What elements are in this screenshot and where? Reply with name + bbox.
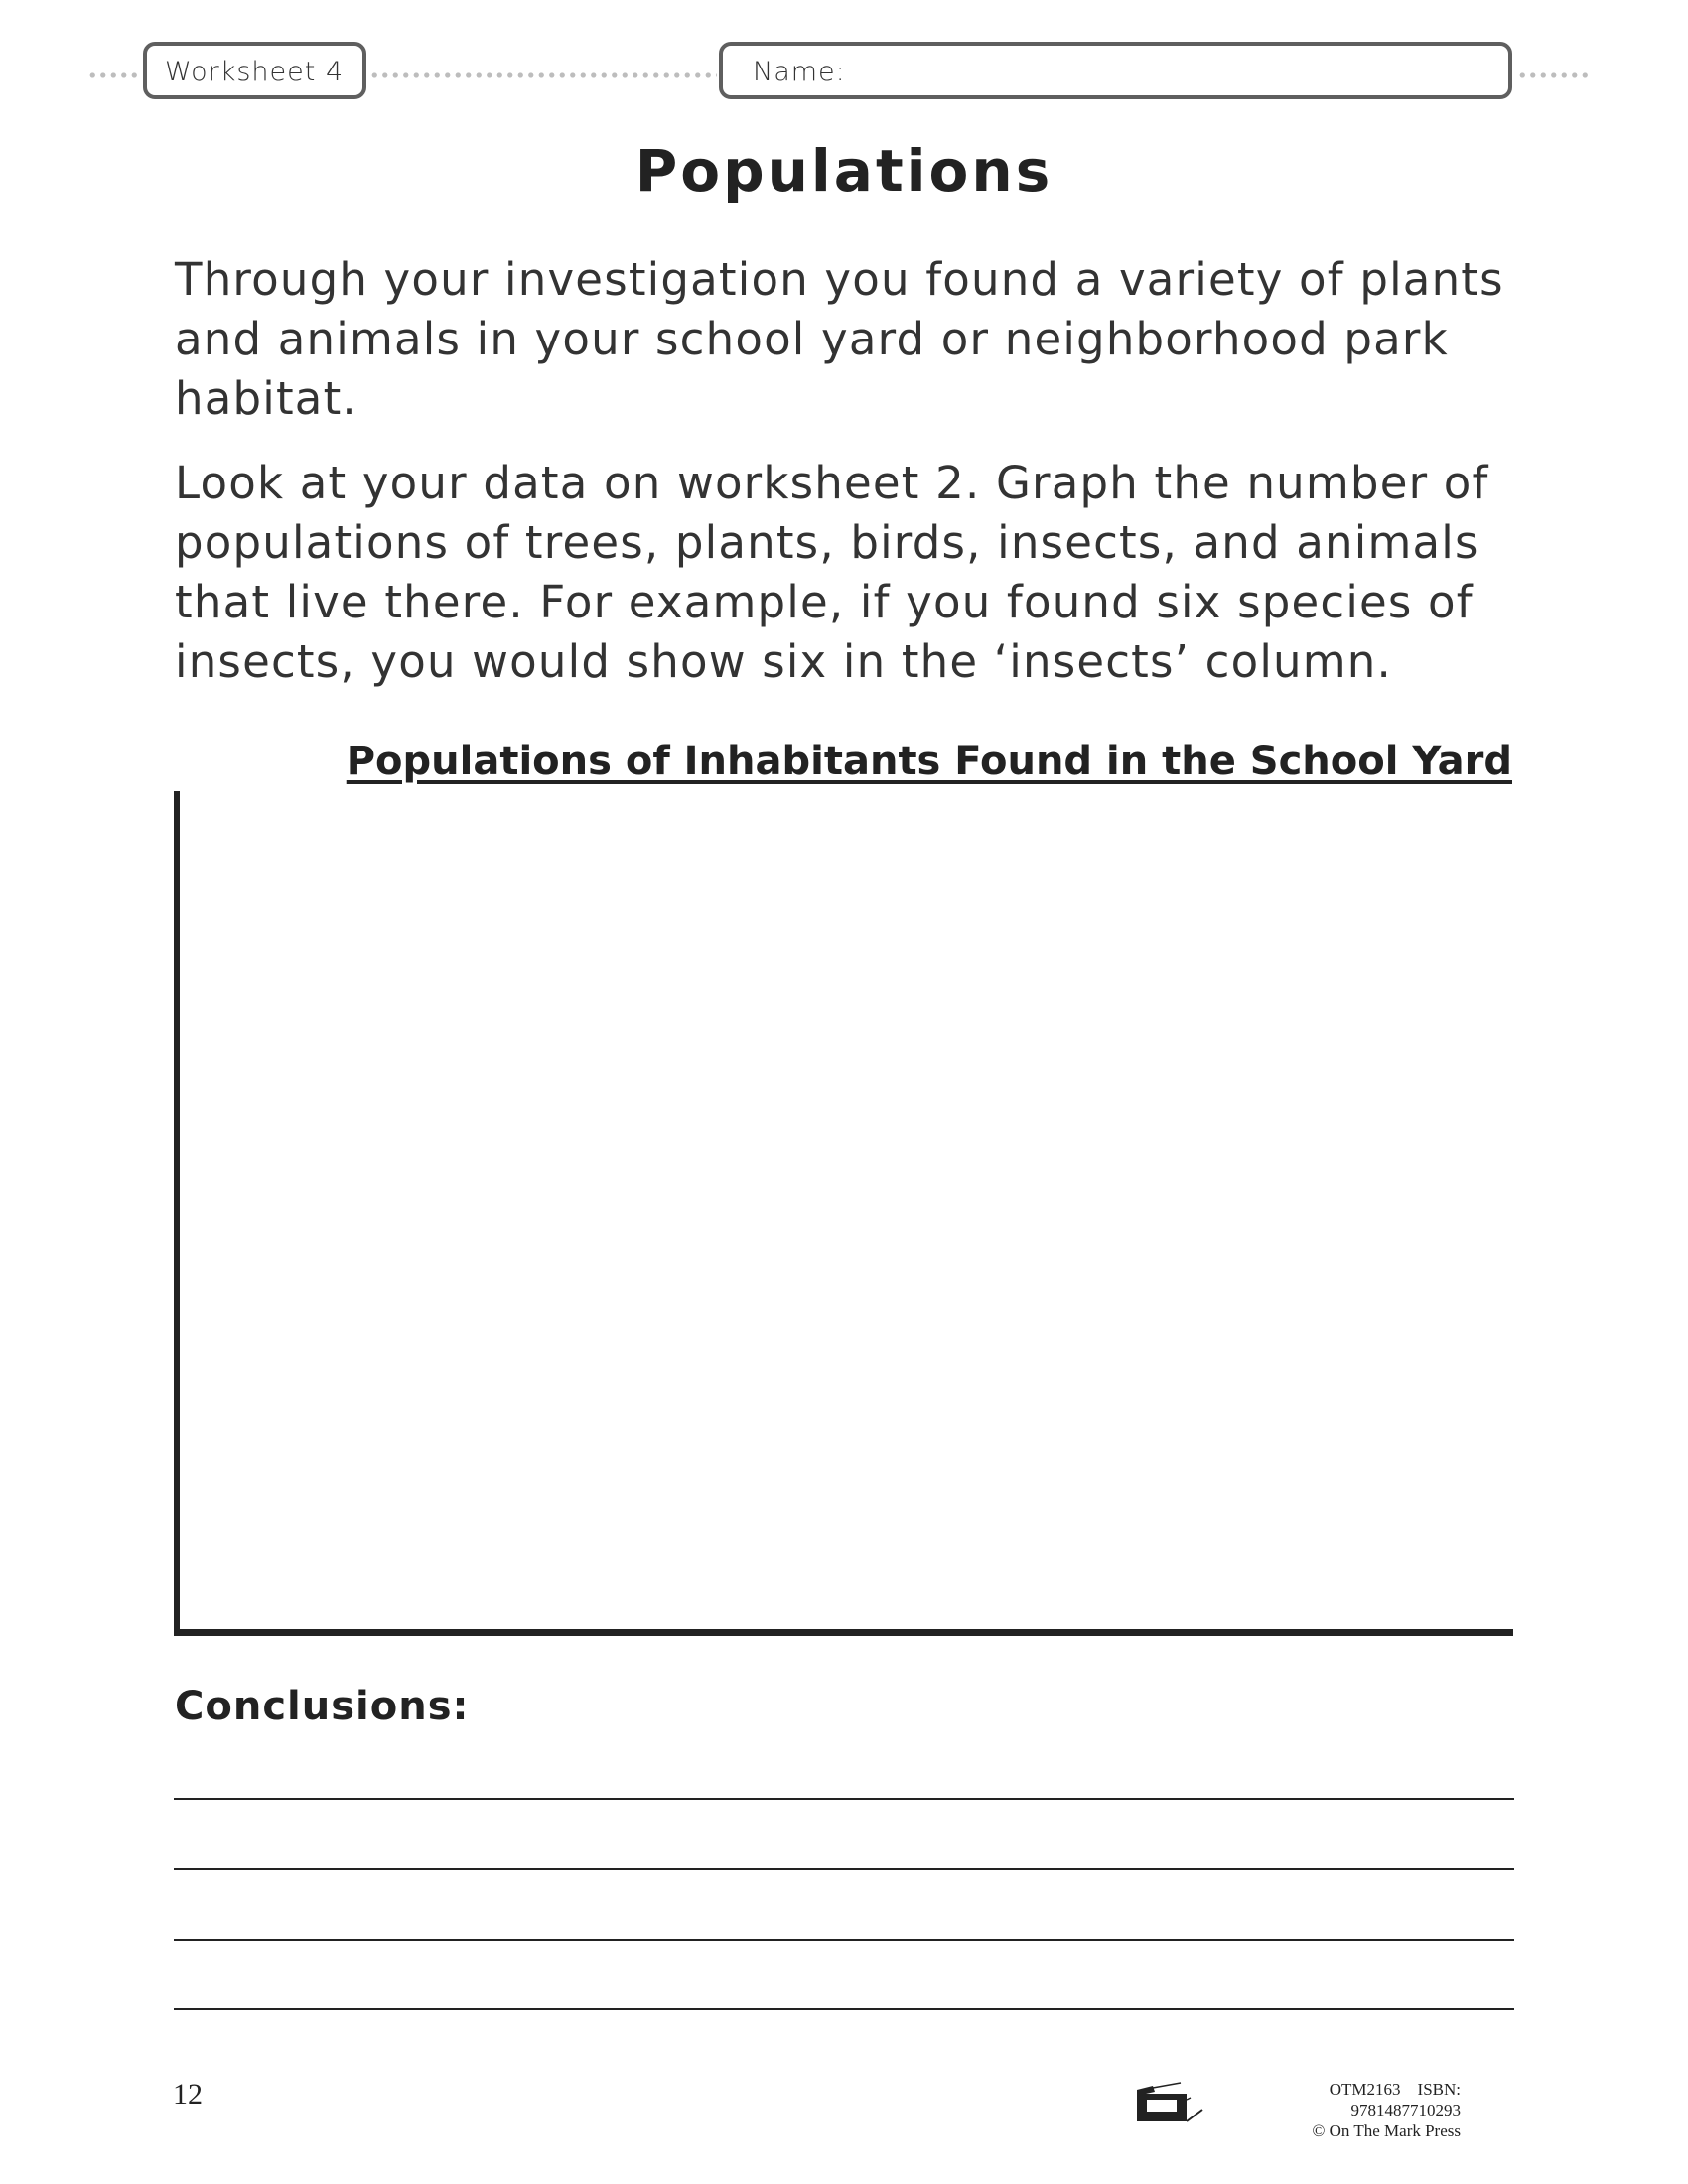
header-dotted-rule-left: [87, 72, 142, 78]
intro-paragraph-1-line: and animals in your school yard or neighborhood park: [175, 313, 1449, 365]
graph-y-axis: [174, 791, 180, 1636]
product-code: OTM2163: [1329, 2080, 1401, 2099]
intro-paragraph-2-line: insects, you would show six in the ‘insects’ column.: [175, 635, 1393, 688]
name-field-label: Name:: [753, 57, 846, 87]
open-box-icon: [1135, 2080, 1214, 2124]
graph-x-axis: [174, 1629, 1513, 1636]
header-dotted-rule-middle: [369, 72, 717, 78]
conclusion-writing-line-4[interactable]: [174, 2008, 1514, 2010]
intro-paragraph-2-line: Look at your data on worksheet 2. Graph the number of: [175, 457, 1489, 509]
conclusion-writing-line-3[interactable]: [174, 1939, 1514, 1941]
intro-paragraph-1-line: habitat.: [175, 372, 357, 425]
intro-paragraph-1: [175, 250, 1525, 429]
graph-title: Populations of Inhabitants Found in the School Yard: [346, 739, 1512, 784]
graph-area[interactable]: [180, 791, 1513, 1629]
footer-publisher-info: [1216, 2079, 1461, 2141]
page-number: 12: [173, 2078, 203, 2111]
name-field[interactable]: [719, 42, 1512, 99]
isbn: ISBN: 9781487710293: [1350, 2080, 1461, 2119]
footer-line-1: [1216, 2079, 1461, 2120]
conclusion-writing-line-2[interactable]: [174, 1868, 1514, 1870]
intro-paragraph-2-line: populations of trees, plants, birds, insects, and animals: [175, 516, 1479, 569]
intro-paragraph-2: [175, 454, 1525, 692]
page-title: Populations: [634, 137, 1054, 205]
conclusions-label: Conclusions:: [175, 1684, 470, 1729]
worksheet-label: Worksheet 4: [165, 57, 345, 87]
conclusion-writing-line-1[interactable]: [174, 1798, 1514, 1800]
copyright: © On The Mark Press: [1312, 2121, 1461, 2140]
worksheet-label-box: [143, 42, 366, 99]
intro-paragraph-1-line: Through your investigation you found a variety of plants: [175, 253, 1504, 306]
header-dotted-rule-right: [1517, 72, 1593, 78]
intro-paragraph-2-line: that live there. For example, if you found six species of: [175, 576, 1474, 628]
